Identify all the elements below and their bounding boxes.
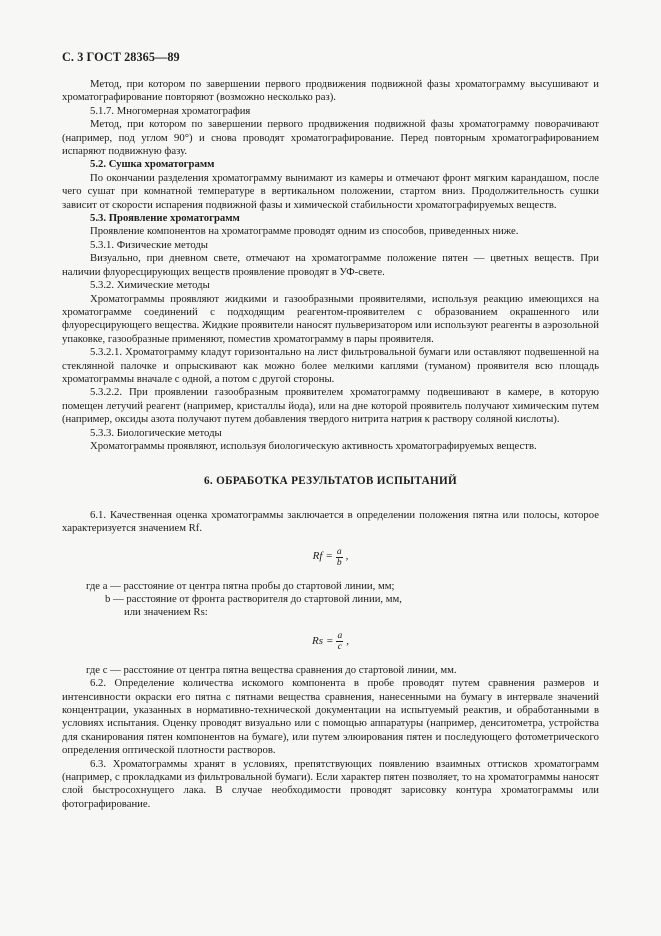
paragraph: Хроматограммы проявляют жидкими и газообразными проявителями, используя реакцию имеющихся на хроматограмме соединений с подходящим реагентом-проявителем с образованием окрашенного или флуоресцирующего вещества. Жидкие проявители наносят пульверизатором или используют реагенты в аэрозольной упаковке, газообразные применяют, поместив хроматограмму в пары проявителя.: [62, 292, 599, 345]
paragraph: Хроматограммы проявляют, используя биологическую активность хроматографируемых веществ.: [90, 439, 537, 452]
section-title: 6. ОБРАБОТКА РЕЗУЛЬТАТОВ ИСПЫТАНИЙ: [204, 475, 457, 488]
document-body: [62, 78, 599, 811]
paragraph: Проявление компонентов на хроматограмме проводят одним из способов, приведенных ниже.: [90, 225, 519, 238]
paragraph: 5.3.2.2. При проявлении газообразным проявителем хроматограмму подвешивают в камере, в которую помещен летучий реагент (например, кристаллы йода), или на дне которой проявитель получают химическим путем (например, оксиды азота получают путем добавления твердого нитрита натрия к раствору соляной кислоты).: [62, 386, 599, 426]
paragraph: 6.3. Хроматограммы хранят в условиях, препятствующих появлению взаимных оттисков хроматограмм (например, с прокладками из фильтровальной бумаги). Если характер пятен позволяет, то на хроматограммы наносят слой быстросохнущего лака. В случае необходимости проводят зарисовку контура хроматограммы или фотографирование.: [62, 757, 599, 810]
denominator: b: [336, 557, 342, 568]
page-header: С. 3 ГОСТ 28365—89: [62, 50, 180, 64]
formula-tail: ,: [345, 550, 349, 563]
numerator: a: [337, 630, 343, 641]
paragraph: Метод, при котором по завершении первого продвижения подвижной фазы хроматограмму высушивают и хроматографирование повторяют (возможно несколько раз).: [62, 78, 599, 104]
subsection-heading: 5.3.3. Биологические методы: [90, 426, 222, 439]
subsection-heading: 5.3.1. Физические методы: [90, 238, 208, 251]
subsection-heading: 5.1.7. Многомерная хроматография: [90, 104, 251, 117]
formula-rf: [62, 547, 599, 568]
or-value-text: или значением Rs:: [124, 606, 208, 619]
subsection-heading: 5.3. Проявление хроматограмм: [90, 212, 240, 225]
denominator: c: [337, 641, 342, 652]
formula-tail: ,: [346, 634, 349, 647]
formula-lhs: Rf: [312, 550, 323, 563]
definition-b: b — расстояние от фронта растворителя до стартовой линии, мм,: [105, 593, 402, 605]
paragraph: По окончании разделения хроматограмму вынимают из камеры и отмечают фронт мягким карандашом, после чего сушат при комнатной температуре в вертикальном положении, стартом вниз. Продолжительность сушки зависит от скорости испарения подвижной фазы и химической стабильности хроматографируемых веществ.: [62, 171, 599, 211]
definition-a: где a — расстояние от центра пятна пробы до стартовой линии, мм;: [86, 579, 395, 592]
equals-sign: =: [325, 550, 333, 563]
numerator: a: [336, 546, 342, 557]
paragraph: 6.2. Определение количества искомого компонента в пробе проводят путем сравнения размеров и интенсивности окраски его пятна с пятнами вещества сравнения, нанесенными на бумагу в интервале значений концентрации, указанных в нормативно-технической документации на испытуемый реактив, и обработанными в условиях испытания. Оценку проводят визуально или с помощью аппаратуры (например, денситометра, устройства для сканирования пятен компонентов на бумаге), или путем элюирования пятен и последующего фотометрического определения оптической плотности растворов.: [62, 677, 599, 757]
formula-rs: [62, 631, 599, 652]
paragraph: Метод, при котором по завершении первого продвижения подвижной фазы хроматограмму поворачивают (например, под углом 90°) и снова проводят хроматографирование. Перед повторным хроматографированием испаряют подвижную фазу.: [62, 118, 599, 158]
definition-c: где c — расстояние от центра пятна вещества сравнения до стартовой линии, мм.: [86, 663, 457, 676]
equals-sign: =: [326, 634, 334, 647]
fraction: [336, 631, 343, 652]
paragraph: 6.1. Качественная оценка хроматограммы заключается в определении положения пятна или полосы, которое характеризуется значением Rf.: [62, 508, 599, 535]
subsection-heading: 5.2. Сушка хроматограмм: [90, 158, 215, 171]
paragraph: Визуально, при дневном свете, отмечают на хроматограмме положение пятен — цветных веществ. При наличии флуоресцирующих веществ проявление проводят в УФ-свете.: [62, 252, 599, 278]
fraction: [336, 547, 343, 568]
paragraph: 5.3.2.1. Хроматограмму кладут горизонтально на лист фильтровальной бумаги или оставляют подвешенной на стеклянной палочке и опрыскивают как можно более мелкими каплями (туманом) проявителя всю площадь хроматограммы вначале с одной, а потом с другой стороны.: [62, 346, 599, 385]
formula-lhs: Rs: [312, 634, 324, 647]
subsection-heading: 5.3.2. Химические методы: [90, 279, 210, 292]
